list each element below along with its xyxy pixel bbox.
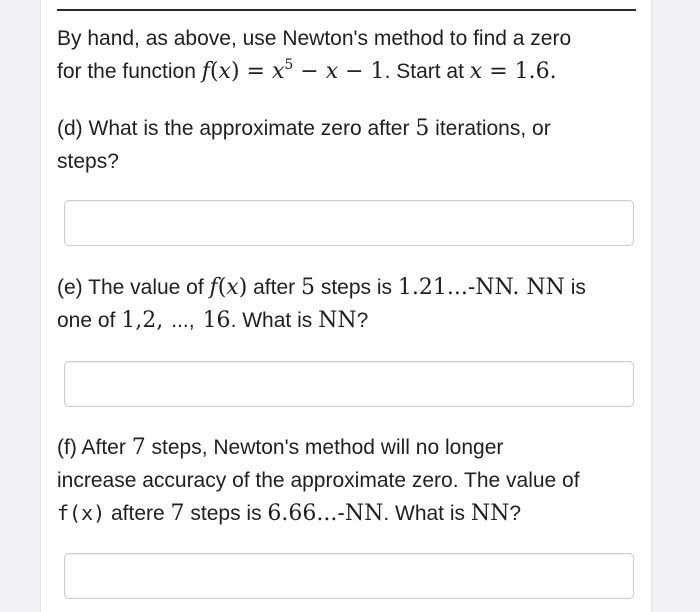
intro-line1: By hand, as above, use Newton's method to find a zero (57, 27, 572, 50)
intro-line2-prefix: for the function (57, 60, 202, 83)
answer-input-f[interactable] (64, 553, 634, 599)
question-e-text: (e) The value of f(x) after 5 steps is 1.21...-NN. NN is one of 1,2, ..., 16. What is NN? (57, 275, 586, 333)
right-gutter (652, 0, 700, 612)
answer-input-e[interactable] (64, 361, 634, 407)
question-f-text: (f) After 7 steps, Newton's method will no longer increase accuracy of the approximate zero. The value of f(x) aftere 7 steps is 6.66...-NN. What is NN? (57, 435, 580, 526)
function-expression: $f(x) = x^5 - x - 1$ (201, 57, 385, 84)
question-card (40, 0, 652, 612)
intro-paragraph (57, 22, 642, 91)
intro-period: . (384, 60, 391, 83)
question-f-fx: f(x) (57, 501, 106, 525)
top-divider (57, 9, 636, 11)
answer-input-d[interactable] (64, 200, 634, 246)
question-d-steps: 5 (415, 116, 430, 141)
question-e-value: 1.21...-NN (397, 275, 513, 300)
question-d-text: (d) What is the approximate zero after 5 iterations, or steps? (57, 116, 551, 173)
start-expression: x = 1.6. (469, 59, 557, 84)
left-gutter (0, 0, 40, 612)
question-e-fx: f(x) (209, 275, 248, 300)
question-f-value: 6.66...-NN (267, 501, 384, 526)
start-text: Start at (390, 60, 470, 83)
